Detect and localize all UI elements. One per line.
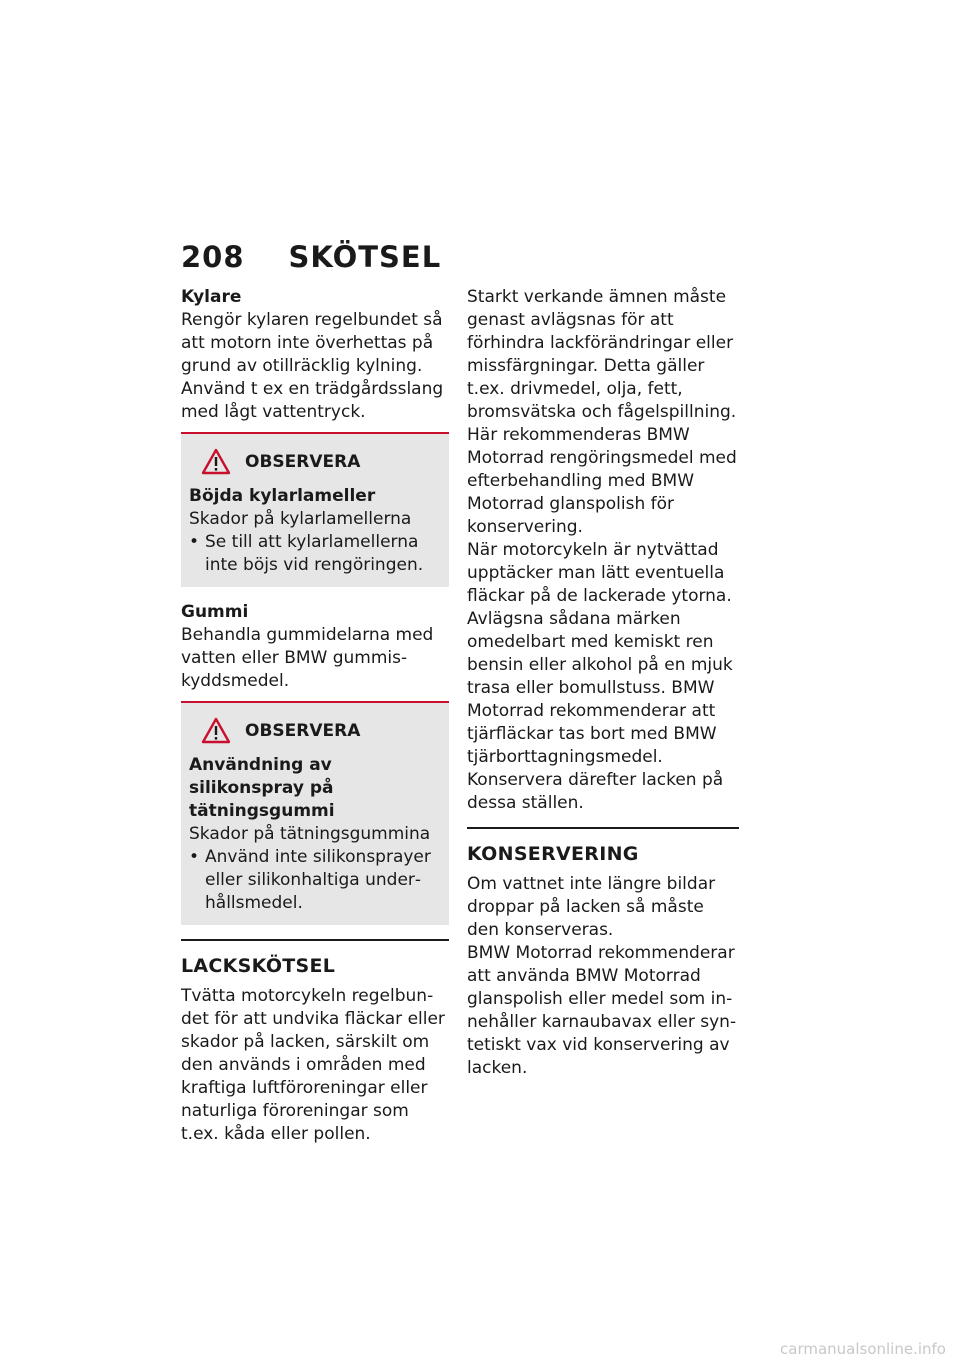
notice-box-radiator [181, 432, 449, 587]
paragraph: Starkt verkande ämnen måste genast avlägsnas för att förhindra lackförändringar eller missfärgningar. Detta gäller t.ex. drivmedel, olja, fett, bromsvätska och fågelspillning. Här rekommenderas BMW Motorrad rengöringsmedel med efterbehandling med BMW Motorrad glanspolish för konservering. [467, 287, 737, 537]
kylare-heading: Kylare [181, 287, 242, 307]
warning-triangle-icon [201, 717, 231, 744]
chapter-title: SKÖTSEL [288, 240, 442, 274]
notice-bullet [189, 531, 441, 577]
notice-label: OBSERVERA [245, 451, 361, 472]
paragraph: När motorcykeln är nytvättad upptäcker man lätt eventuella fläckar på de lackerade ytorna. Avlägsna sådana märken omedelbart med kemiskt ren bensin eller alkohol på en mjuk trasa eller bomullstuss. BMW Motorrad rekommenderar att tjärfläckar tas bort med BMW tjärborttagningsmedel. Konservera därefter lacken på dessa ställen. [467, 540, 733, 813]
right-column [467, 286, 739, 1080]
lackskotsel-text: Tvätta motorcykeln regelbundet för att undvika fläckar eller skador på lacken, särskilt om den används i områden med kraftiga luftföroreningar eller naturliga föroreningar som t.ex. kåda eller pollen. [181, 986, 445, 1144]
notice-title: Böjda kylarlameller [189, 486, 376, 506]
section-divider [467, 827, 739, 833]
page-header [181, 240, 441, 274]
notice-text: Skador på tätningsgummina [189, 824, 431, 844]
section-divider [181, 939, 449, 945]
page-number: 208 [181, 240, 245, 274]
section-title-lackskotsel: LACKSKÖTSEL [181, 955, 336, 977]
gummi-heading: Gummi [181, 602, 249, 622]
notice-box-silicone [181, 701, 449, 925]
paragraph: BMW Motorrad rekommenderar att använda BMW Motorrad glanspolish eller medel som innehåller karnaubavax eller syntetiskt vax vid konservering av lacken. [467, 943, 737, 1078]
notice-text: Skador på kylarlamellerna [189, 509, 412, 529]
gummi-text: Behandla gummidelarna med vatten eller BMW gummiskyddsmedel. [181, 625, 434, 691]
notice-header [201, 448, 441, 475]
warning-triangle-icon [201, 448, 231, 475]
bullet-text: Se till att kylarlamellerna inte böjs vid rengöringen. [205, 532, 424, 575]
left-column [181, 286, 449, 1146]
notice-title: Användning av silikonspray på tätningsgummi [189, 755, 335, 821]
bullet-dot: • [189, 532, 200, 552]
kylare-text: Rengör kylaren regelbundet så att motorn inte överhettas på grund av otillräcklig kylning. Använd t ex en trädgårdsslang med lågt vattentryck. [181, 310, 444, 422]
bullet-text: Använd inte silikonsprayer eller silikonhaltiga underhållsmedel. [205, 847, 431, 913]
watermark-footer: carmanualsonline.info [780, 1340, 946, 1358]
notice-header [201, 717, 441, 744]
section-title-konservering: KONSERVERING [467, 843, 639, 865]
paragraph: Om vattnet inte längre bildar droppar på lacken så måste den konserveras. [467, 874, 716, 940]
notice-label: OBSERVERA [245, 720, 361, 741]
notice-bullet [189, 846, 441, 915]
bullet-dot: • [189, 847, 200, 867]
